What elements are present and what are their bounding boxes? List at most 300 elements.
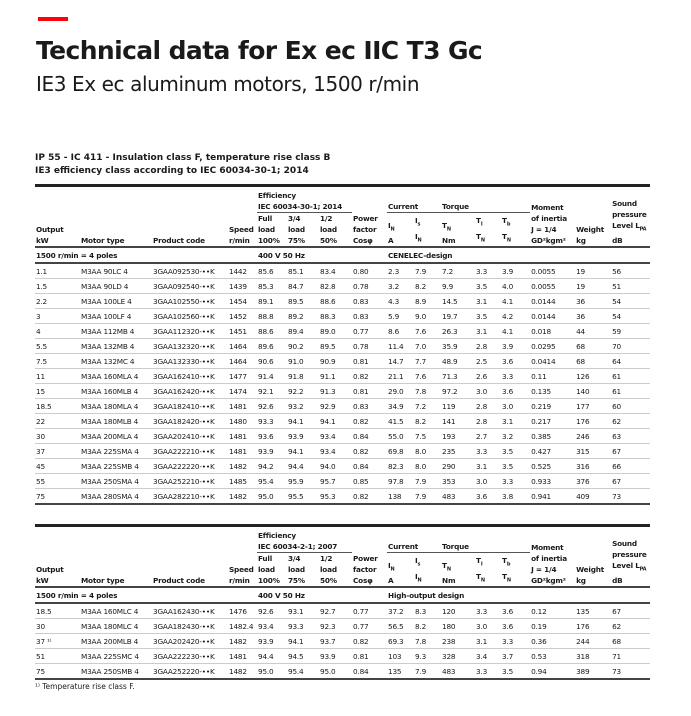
- table-cell: 59: [611, 324, 650, 339]
- column-header: $I_N$ A: [388, 220, 395, 245]
- table-cell: 88.3: [319, 309, 352, 324]
- table-cell: 97.2: [441, 384, 475, 399]
- table-cell: 0.77: [352, 603, 387, 619]
- table-cell: 8.2: [414, 619, 441, 634]
- table-cell: 95.4: [287, 664, 319, 680]
- table-cell: 120: [441, 603, 475, 619]
- table-cell: 141: [441, 414, 475, 429]
- table-row: [35, 489, 650, 505]
- table-cell: 1476: [228, 603, 257, 619]
- table-cell: 88.6: [257, 324, 287, 339]
- table-cell: 51: [35, 649, 80, 664]
- table-cell: 85.1: [287, 263, 319, 279]
- table-cell: 4.3: [387, 294, 414, 309]
- table-cell: 3.0: [475, 384, 501, 399]
- table-cell: 0.0144: [530, 309, 575, 324]
- table-cell: 14.7: [387, 354, 414, 369]
- table-cell: 63: [611, 429, 650, 444]
- poles-label: 1500 r/min = 4 poles: [35, 247, 257, 263]
- table-cell: 8.2: [414, 414, 441, 429]
- table-cell: 3.3: [501, 369, 530, 384]
- table-cell: 4.1: [501, 324, 530, 339]
- table-cell: 353: [441, 474, 475, 489]
- table-cell: 89.5: [287, 294, 319, 309]
- table-cell: 0.0055: [530, 263, 575, 279]
- table-cell: 1442: [228, 263, 257, 279]
- table-row: [35, 339, 650, 354]
- column-header: $T_I$ $T_N$: [476, 556, 485, 583]
- torque-heading: Torque: [441, 186, 530, 213]
- table-cell: 62: [611, 414, 650, 429]
- table-cell: 73: [611, 489, 650, 505]
- column-header: 1/2 load 50%: [320, 554, 337, 585]
- table-cell: 0.84: [352, 664, 387, 680]
- table-cell: 3GAA102550-••K: [152, 294, 228, 309]
- column-header: 3/4 load 75%: [288, 214, 305, 245]
- table-cell: 1.5: [35, 279, 80, 294]
- table-cell: 90.2: [287, 339, 319, 354]
- table-cell: 3GAA162420-••K: [152, 384, 228, 399]
- column-header: Moment of inertia J = 1/4 GD²kgm²: [530, 526, 575, 588]
- table-cell: M3AA 100LF 4: [80, 309, 152, 324]
- table-cell: 55.0: [387, 429, 414, 444]
- column-header: Sound pressure Level $L_{PA}$ dB: [611, 186, 650, 248]
- page-subtitle: IE3 Ex ec aluminum motors, 1500 r/min: [36, 72, 420, 96]
- table-cell: 92.6: [257, 603, 287, 619]
- table-cell: 69.3: [387, 634, 414, 649]
- table-cell: 4.0: [501, 279, 530, 294]
- table-cell: 176: [575, 414, 611, 429]
- table-cell: 0.84: [352, 459, 387, 474]
- table-cell: 3.5: [501, 664, 530, 680]
- table-cell: 409: [575, 489, 611, 505]
- table-cell: 3GAA182430-••K: [152, 619, 228, 634]
- table-cell: 3.0: [475, 619, 501, 634]
- column-header: Motor type: [81, 236, 125, 245]
- table-cell: 140: [575, 384, 611, 399]
- table-cell: 89.6: [257, 339, 287, 354]
- table-cell: 90.6: [257, 354, 287, 369]
- table-cell: 3.1: [501, 414, 530, 429]
- table-cell: 235: [441, 444, 475, 459]
- table-cell: 91.0: [287, 354, 319, 369]
- table-cell: 95.9: [287, 474, 319, 489]
- table-cell: 483: [441, 664, 475, 680]
- table-cell: M3AA 250SMA 4: [80, 474, 152, 489]
- spec-line-1: IP 55 - IC 411 - Insulation class F, temperature rise class B: [35, 153, 331, 163]
- table-cell: 95.0: [257, 664, 287, 680]
- table-cell: 3.9: [501, 339, 530, 354]
- table-cell: 3.2: [501, 429, 530, 444]
- table-cell: 51: [611, 279, 650, 294]
- table-cell: 3.3: [475, 444, 501, 459]
- table-cell: 54: [611, 294, 650, 309]
- table-cell: 64: [611, 354, 650, 369]
- table-cell: 71.3: [441, 369, 475, 384]
- table-cell: 92.3: [319, 619, 352, 634]
- brand-accent-bar: [38, 17, 68, 21]
- table-cell: 91.1: [319, 369, 352, 384]
- table-cell: 3.1: [475, 459, 501, 474]
- table-row: [35, 399, 650, 414]
- table-cell: 1477: [228, 369, 257, 384]
- table-cell: 94.5: [287, 649, 319, 664]
- table-cell: 3GAA282210-••K: [152, 489, 228, 505]
- table-cell: M3AA 160MLA 4: [80, 369, 152, 384]
- table-cell: 103: [387, 649, 414, 664]
- column-header: Speed r/min: [229, 565, 254, 585]
- table-cell: 22: [35, 414, 80, 429]
- table-row: [35, 414, 650, 429]
- table-cell: M3AA 112MB 4: [80, 324, 152, 339]
- table-cell: 3.4: [475, 649, 501, 664]
- table-cell: 3.6: [501, 619, 530, 634]
- table-cell: 55: [35, 474, 80, 489]
- table-cell: M3AA 200MLB 4: [80, 634, 152, 649]
- table-cell: 1474: [228, 384, 257, 399]
- table-cell: 29.0: [387, 384, 414, 399]
- table-cell: 135: [387, 664, 414, 680]
- table-cell: 8.3: [414, 603, 441, 619]
- table-cell: 94.2: [257, 459, 287, 474]
- table-cell: 3.2: [387, 279, 414, 294]
- table-cell: M3AA 160MLC 4: [80, 603, 152, 619]
- table-cell: 95.0: [319, 664, 352, 680]
- table-cell: 93.1: [287, 603, 319, 619]
- table-cell: 177: [575, 399, 611, 414]
- table-cell: 68: [575, 339, 611, 354]
- table-cell: 0.85: [352, 474, 387, 489]
- table-cell: 89.0: [319, 324, 352, 339]
- table-cell: 1454: [228, 294, 257, 309]
- table-cell: 246: [575, 429, 611, 444]
- design-label: CENELEC-design: [387, 247, 650, 263]
- table-cell: 3GAA182410-••K: [152, 399, 228, 414]
- table-cell: 9.0: [414, 309, 441, 324]
- table-cell: M3AA 132MC 4: [80, 354, 152, 369]
- table-cell: M3AA 90LC 4: [80, 263, 152, 279]
- table-cell: 0.81: [352, 354, 387, 369]
- table-cell: 68: [575, 354, 611, 369]
- table-cell: 8.2: [414, 279, 441, 294]
- column-header: $I_s$ $I_N$: [415, 556, 422, 583]
- table-cell: 0.36: [530, 634, 575, 649]
- column-header: $T_N$ Nm: [442, 220, 456, 245]
- table-cell: 119: [441, 399, 475, 414]
- table-cell: 94.4: [287, 459, 319, 474]
- table-cell: 69.8: [387, 444, 414, 459]
- table-cell: 3.5: [475, 309, 501, 324]
- column-header: $T_N$ Nm: [442, 560, 456, 585]
- table-cell: 3GAA112320-••K: [152, 324, 228, 339]
- table-cell: 1481: [228, 444, 257, 459]
- table-cell: 138: [387, 489, 414, 505]
- table-cell: 62: [611, 619, 650, 634]
- table-cell: 8.0: [414, 444, 441, 459]
- table-cell: 0.385: [530, 429, 575, 444]
- table-cell: 89.4: [287, 324, 319, 339]
- table-cell: 56: [611, 263, 650, 279]
- table-cell: 94.0: [319, 459, 352, 474]
- table-cell: 4.1: [501, 294, 530, 309]
- table-cell: 8.0: [414, 459, 441, 474]
- table-cell: 84.7: [287, 279, 319, 294]
- table-cell: 7.5: [35, 354, 80, 369]
- table-cell: 5.9: [387, 309, 414, 324]
- column-header: [257, 186, 352, 213]
- table-cell: M3AA 90LD 4: [80, 279, 152, 294]
- table-cell: 3GAA252220-••K: [152, 664, 228, 680]
- table-cell: 70: [611, 339, 650, 354]
- footnote: ¹⁾ Temperature rise class F.: [35, 682, 135, 691]
- table-cell: 8.6: [387, 324, 414, 339]
- table-cell: 30: [35, 429, 80, 444]
- table-cell: 1482: [228, 634, 257, 649]
- table-cell: 193: [441, 429, 475, 444]
- table-cell: 0.19: [530, 619, 575, 634]
- table-cell: 93.9: [257, 634, 287, 649]
- table-cell: 3.6: [501, 384, 530, 399]
- design-label: High-output design: [387, 587, 650, 603]
- table-cell: 3.6: [475, 489, 501, 505]
- table-cell: 0.83: [352, 294, 387, 309]
- table-cell: 328: [441, 649, 475, 664]
- column-header: [257, 526, 352, 553]
- table-cell: 0.933: [530, 474, 575, 489]
- table-cell: 1451: [228, 324, 257, 339]
- table-cell: 60: [611, 399, 650, 414]
- table-cell: 92.9: [319, 399, 352, 414]
- table-cell: M3AA 160MLB 4: [80, 384, 152, 399]
- table-cell: M3AA 225SMC 4: [80, 649, 152, 664]
- table-cell: 483: [441, 489, 475, 505]
- table-cell: 3GAA092540-••K: [152, 279, 228, 294]
- table-cell: 3GAA132330-••K: [152, 354, 228, 369]
- table-cell: 67: [611, 474, 650, 489]
- table-cell: 68: [611, 634, 650, 649]
- table-cell: 3: [35, 309, 80, 324]
- table-cell: 89.5: [319, 339, 352, 354]
- table-cell: 0.82: [352, 414, 387, 429]
- table-cell: 7.6: [414, 369, 441, 384]
- table-row: [35, 309, 650, 324]
- table-cell: 94.1: [287, 634, 319, 649]
- table-cell: 7.8: [414, 384, 441, 399]
- table-cell: 19.7: [441, 309, 475, 324]
- table-cell: 1482: [228, 489, 257, 505]
- table-cell: 94.1: [319, 414, 352, 429]
- table-cell: 2.8: [475, 414, 501, 429]
- table-cell: 126: [575, 369, 611, 384]
- table-cell: 3.5: [475, 279, 501, 294]
- table-cell: 0.0295: [530, 339, 575, 354]
- table-cell: 0.0144: [530, 294, 575, 309]
- column-header: Output kW: [36, 565, 64, 585]
- table-cell: 93.7: [319, 634, 352, 649]
- table-cell: 290: [441, 459, 475, 474]
- table-cell: 93.6: [257, 429, 287, 444]
- table-cell: 14.5: [441, 294, 475, 309]
- table-cell: 93.3: [287, 619, 319, 634]
- table-cell: 0.81: [352, 384, 387, 399]
- table-cell: 90.9: [319, 354, 352, 369]
- column-header: [352, 186, 387, 213]
- spec-line-2: IE3 efficiency class according to IEC 60034-30-1; 2014: [35, 166, 309, 176]
- column-header: [35, 186, 257, 213]
- table-cell: 0.78: [352, 279, 387, 294]
- table-cell: 1452: [228, 309, 257, 324]
- table-cell: 45: [35, 459, 80, 474]
- table-cell: 3.8: [501, 489, 530, 505]
- column-header: $T_b$ $T_N$: [502, 216, 511, 243]
- column-header: Sound pressure Level $L_{PA}$ dB: [611, 526, 650, 588]
- table-cell: 7.9: [414, 263, 441, 279]
- table-cell: 3GAA202410-••K: [152, 429, 228, 444]
- table-cell: 3.6: [501, 354, 530, 369]
- table-cell: 26.3: [441, 324, 475, 339]
- table-cell: 0.0055: [530, 279, 575, 294]
- table-cell: 0.018: [530, 324, 575, 339]
- table-cell: 376: [575, 474, 611, 489]
- table-cell: 3.3: [501, 634, 530, 649]
- table-cell: 176: [575, 619, 611, 634]
- table-cell: 36: [575, 309, 611, 324]
- table-cell: 4.2: [501, 309, 530, 324]
- table-cell: 0.219: [530, 399, 575, 414]
- efficiency-heading: Efficiency: [258, 531, 296, 540]
- table-cell: M3AA 132MB 4: [80, 339, 152, 354]
- table-cell: 93.4: [257, 619, 287, 634]
- table-cell: 3GAA092530-••K: [152, 263, 228, 279]
- table-cell: 73: [611, 664, 650, 680]
- column-header: 3/4 load 75%: [288, 554, 305, 585]
- column-header: $I_N$ A: [388, 560, 395, 585]
- table-cell: 2.5: [475, 354, 501, 369]
- table-cell: 0.94: [530, 664, 575, 680]
- table-cell: 95.3: [319, 489, 352, 505]
- table-cell: 0.77: [352, 619, 387, 634]
- table-row: [35, 634, 650, 649]
- table-cell: 19: [575, 263, 611, 279]
- table-row: [35, 324, 650, 339]
- table-cell: 41.5: [387, 414, 414, 429]
- table-cell: M3AA 180MLB 4: [80, 414, 152, 429]
- table-cell: 37: [35, 444, 80, 459]
- table-row: [35, 294, 650, 309]
- table-cell: 3.0: [475, 474, 501, 489]
- table-cell: 1482: [228, 459, 257, 474]
- table-row: [35, 474, 650, 489]
- table-cell: 3GAA222220-••K: [152, 459, 228, 474]
- column-header: $I_s$ $I_N$: [415, 216, 422, 243]
- table-cell: 7.9: [414, 489, 441, 505]
- table-cell: 88.6: [319, 294, 352, 309]
- table-cell: 0.83: [352, 399, 387, 414]
- column-header: Moment of inertia J = 1/4 GD²kgm²: [530, 186, 575, 248]
- table-cell: 0.0414: [530, 354, 575, 369]
- table-cell: 1482: [228, 664, 257, 680]
- table-cell: 3GAA102560-••K: [152, 309, 228, 324]
- table-cell: 92.6: [257, 399, 287, 414]
- column-header: 1/2 load 50%: [320, 214, 337, 245]
- table-row: [35, 354, 650, 369]
- table-cell: 389: [575, 664, 611, 680]
- table-cell: 37 ¹⁾: [35, 634, 80, 649]
- table-cell: 0.427: [530, 444, 575, 459]
- table-cell: 0.82: [352, 634, 387, 649]
- table-cell: 315: [575, 444, 611, 459]
- column-header: Full load 100%: [258, 214, 280, 245]
- table-cell: 3GAA132320-••K: [152, 339, 228, 354]
- table-cell: 1481: [228, 429, 257, 444]
- table-cell: 93.9: [287, 429, 319, 444]
- table-cell: 0.941: [530, 489, 575, 505]
- table-cell: 2.2: [35, 294, 80, 309]
- page-title: Technical data for Ex ec IIC T3 Gc: [36, 36, 483, 65]
- table-cell: 135: [575, 603, 611, 619]
- table-cell: 36: [575, 294, 611, 309]
- table-cell: 238: [441, 634, 475, 649]
- table-cell: 3.5: [501, 444, 530, 459]
- table-row: [35, 369, 650, 384]
- table-cell: 7.0: [414, 339, 441, 354]
- table-cell: 7.2: [441, 263, 475, 279]
- table-cell: 7.7: [414, 354, 441, 369]
- table-cell: 0.80: [352, 263, 387, 279]
- table-cell: 3.3: [475, 263, 501, 279]
- table-row: [35, 603, 650, 619]
- table-cell: 93.9: [257, 444, 287, 459]
- table-cell: 91.8: [287, 369, 319, 384]
- table-cell: 95.0: [257, 489, 287, 505]
- table-cell: 54: [611, 309, 650, 324]
- table-cell: 61: [611, 369, 650, 384]
- table-cell: 0.83: [352, 309, 387, 324]
- table-row: [35, 664, 650, 680]
- column-header: $T_b$ $T_N$: [502, 556, 511, 583]
- table-cell: 3GAA202420-••K: [152, 634, 228, 649]
- column-header: Weight kg: [575, 186, 611, 248]
- column-header: Speed r/min: [229, 225, 254, 245]
- table-cell: 92.7: [319, 603, 352, 619]
- column-header: [352, 526, 387, 553]
- table-cell: 180: [441, 619, 475, 634]
- table-cell: M3AA 280SMA 4: [80, 489, 152, 505]
- table-cell: M3AA 225SMB 4: [80, 459, 152, 474]
- table-cell: 0.78: [352, 339, 387, 354]
- table-cell: 3GAA252210-••K: [152, 474, 228, 489]
- table-cell: 61: [611, 384, 650, 399]
- table-cell: 1482.4: [228, 619, 257, 634]
- table-cell: 67: [611, 444, 650, 459]
- table-cell: 3.7: [501, 649, 530, 664]
- table-cell: 7.2: [414, 399, 441, 414]
- table-cell: 67: [611, 603, 650, 619]
- table-cell: 71: [611, 649, 650, 664]
- table-cell: 85.3: [257, 279, 287, 294]
- table-cell: 2.6: [475, 369, 501, 384]
- table-cell: 11.4: [387, 339, 414, 354]
- table-cell: 3.3: [475, 603, 501, 619]
- table-cell: 316: [575, 459, 611, 474]
- column-header: Full load 100%: [258, 554, 280, 585]
- table-row: [35, 619, 650, 634]
- table-cell: 34.9: [387, 399, 414, 414]
- torque-heading: Torque: [441, 526, 530, 553]
- voltage-label: 400 V 50 Hz: [257, 247, 387, 263]
- table-cell: 2.8: [475, 399, 501, 414]
- table-cell: 0.12: [530, 603, 575, 619]
